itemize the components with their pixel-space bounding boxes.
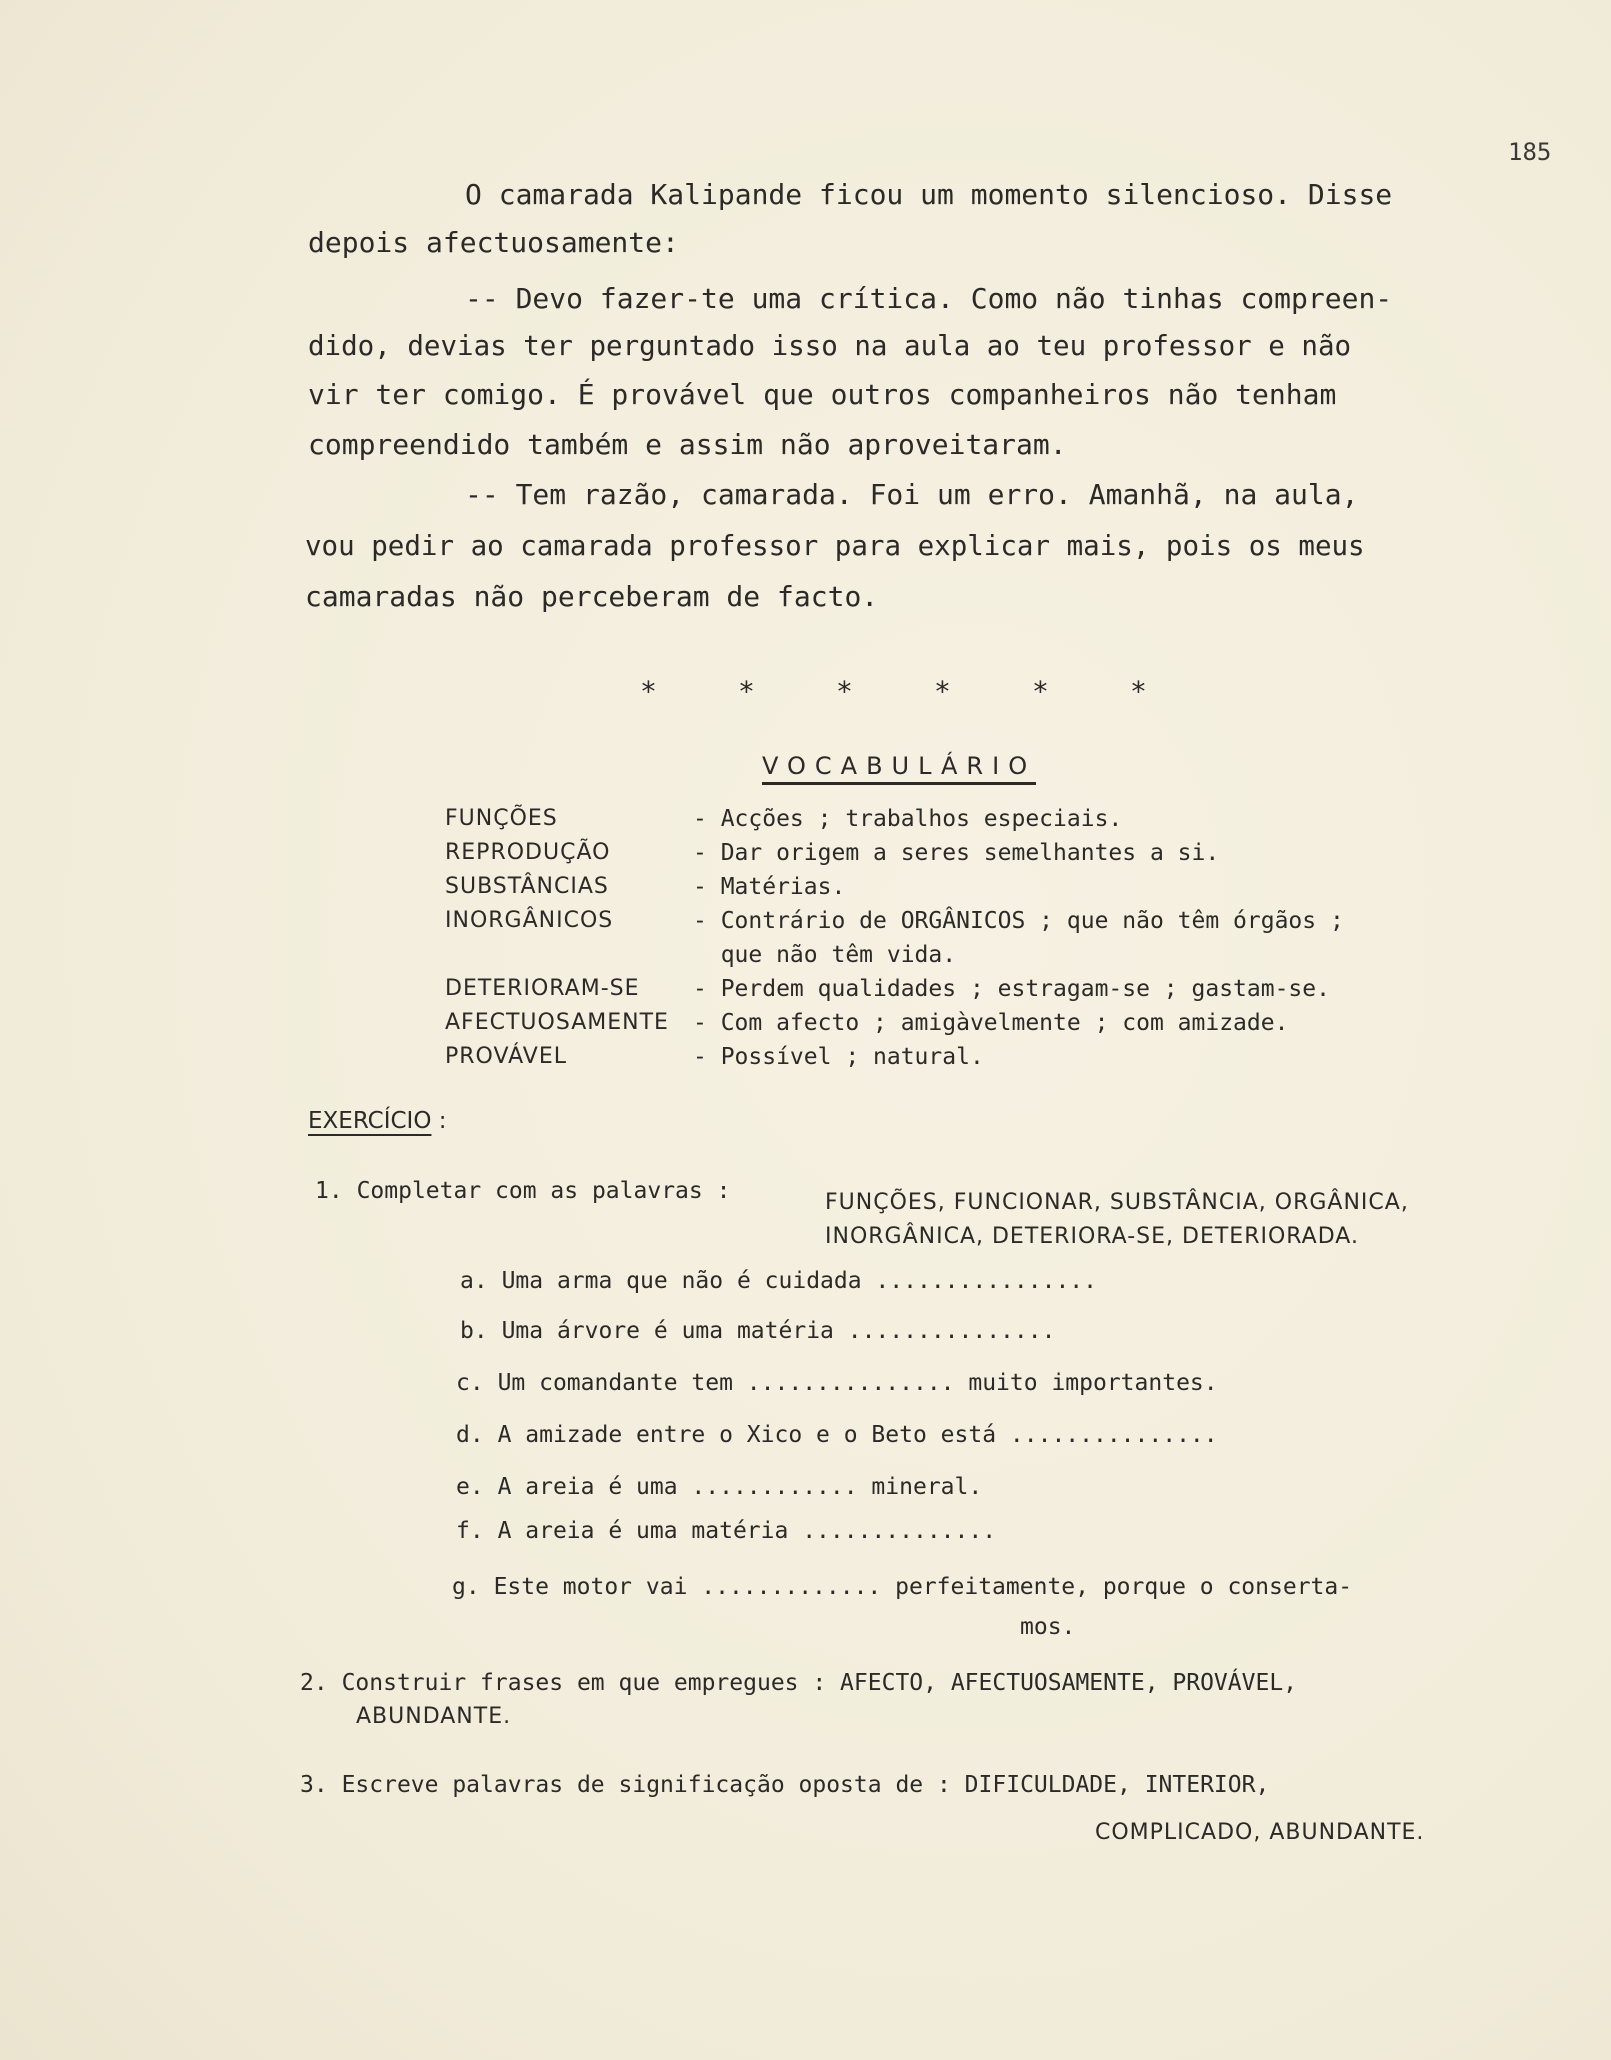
item-text: A areia é uma matéria ..............: [497, 1518, 997, 1544]
question-number: 1.: [315, 1178, 343, 1204]
question-2-row: [300, 1670, 1297, 1696]
vocabulary-definition: - Com afecto ; amigàvelmente ; com amizade.: [693, 1010, 1289, 1036]
item-letter: f.: [456, 1518, 484, 1544]
exercise-heading: [308, 1108, 447, 1134]
narrative-line: vou pedir ao camarada professor para explicar mais, pois os meus: [305, 530, 1365, 562]
exercise-item: [456, 1474, 982, 1500]
separator-star: *: [640, 675, 657, 708]
separator-star: *: [836, 675, 853, 708]
exercise-item: [452, 1574, 1352, 1600]
exercise-item-continuation: mos.: [1020, 1614, 1076, 1640]
page-number: 185: [1508, 138, 1552, 166]
star-separator: [640, 675, 1228, 708]
item-text: Uma arma que não é cuidada ................: [501, 1268, 1097, 1294]
exercise-item: [460, 1268, 1097, 1294]
vocabulary-definition: que não têm vida.: [693, 942, 957, 968]
separator-star: *: [1130, 675, 1147, 708]
question-number: 3.: [300, 1772, 328, 1798]
item-text: A areia é uma ............ mineral.: [497, 1474, 983, 1500]
item-letter: c.: [456, 1370, 484, 1396]
narrative-line: -- Devo fazer-te uma crítica. Como não tinhas compreen-: [465, 282, 1393, 315]
item-letter: a.: [460, 1268, 488, 1294]
question-1-prompt-row: [315, 1178, 730, 1204]
question-text: Escreve palavras de significação oposta de : DIFICULDADE, INTERIOR,: [341, 1772, 1270, 1798]
item-letter: e.: [456, 1474, 484, 1500]
separator-star: *: [1032, 675, 1049, 708]
vocabulary-definition: - Possível ; natural.: [693, 1044, 984, 1070]
vocabulary-definition: - Perdem qualidades ; estragam-se ; gastam-se.: [693, 976, 1330, 1002]
narrative-line: camaradas não perceberam de facto.: [305, 580, 879, 613]
vocabulary-title: VOCABULÁRIO: [762, 752, 1036, 785]
vocabulary-definition: - Matérias.: [693, 874, 846, 900]
exercise-item: [456, 1370, 1218, 1396]
vocabulary-definition: - Dar origem a seres semelhantes a si.: [693, 840, 1220, 866]
item-text: Uma árvore é uma matéria ...............: [501, 1318, 1056, 1344]
vocabulary-term: SUBSTÂNCIAS: [445, 874, 609, 899]
item-text: Um comandante tem ............... muito importantes.: [497, 1370, 1218, 1396]
exercise-heading-colon: :: [431, 1108, 447, 1134]
narrative-line: -- Tem razão, camarada. Foi um erro. Amanhã, na aula,: [465, 478, 1359, 511]
vocabulary-term: INORGÂNICOS: [445, 908, 614, 933]
narrative-line: compreendido também e assim não aproveitaram.: [308, 428, 1067, 461]
vocabulary-definition: - Acções ; trabalhos especiais.: [693, 806, 1123, 832]
separator-star: *: [738, 675, 755, 708]
item-text: Este motor vai ............. perfeitamente, porque o conserta-: [493, 1574, 1353, 1600]
narrative-line: depois afectuosamente:: [308, 226, 679, 259]
exercise-item: [456, 1518, 996, 1544]
vocabulary-term: FUNÇÕES: [445, 806, 558, 831]
item-text: A amizade entre o Xico e o Beto está ...............: [497, 1422, 1218, 1448]
exercise-item: [460, 1318, 1055, 1344]
narrative-line: O camarada Kalipande ficou um momento silencioso. Disse: [465, 178, 1393, 211]
word-bank-line: FUNÇÕES, FUNCIONAR, SUBSTÂNCIA, ORGÂNICA,: [825, 1190, 1409, 1215]
exercise-heading-text: EXERCÍCIO: [308, 1108, 432, 1134]
separator-star: *: [934, 675, 951, 708]
vocabulary-definition: - Contrário de ORGÂNICOS ; que não têm órgãos ;: [693, 908, 1344, 934]
question-text-continuation: COMPLICADO, ABUNDANTE.: [1095, 1820, 1425, 1845]
question-3-row: [300, 1772, 1269, 1798]
question-text: Construir frases em que empregues : AFECTO, AFECTUOSAMENTE, PROVÁVEL,: [341, 1670, 1298, 1696]
narrative-line: dido, devias ter perguntado isso na aula ao teu professor e não: [308, 330, 1352, 362]
question-number: 2.: [300, 1670, 328, 1696]
narrative-line: vir ter comigo. É provável que outros companheiros não tenham: [308, 378, 1337, 411]
vocabulary-term: PROVÁVEL: [445, 1044, 567, 1069]
word-bank-line: INORGÂNICA, DETERIORA-SE, DETERIORADA.: [825, 1224, 1359, 1249]
question-text-continuation: ABUNDANTE.: [356, 1704, 512, 1729]
vocabulary-term: DETERIORAM-SE: [445, 976, 640, 1001]
vocabulary-term: AFECTUOSAMENTE: [445, 1010, 669, 1035]
item-letter: d.: [456, 1422, 484, 1448]
vocabulary-term: REPRODUÇÃO: [445, 840, 611, 865]
exercise-item: [456, 1422, 1218, 1448]
item-letter: g.: [452, 1574, 480, 1600]
question-prompt: Completar com as palavras :: [356, 1178, 731, 1204]
item-letter: b.: [460, 1318, 488, 1344]
